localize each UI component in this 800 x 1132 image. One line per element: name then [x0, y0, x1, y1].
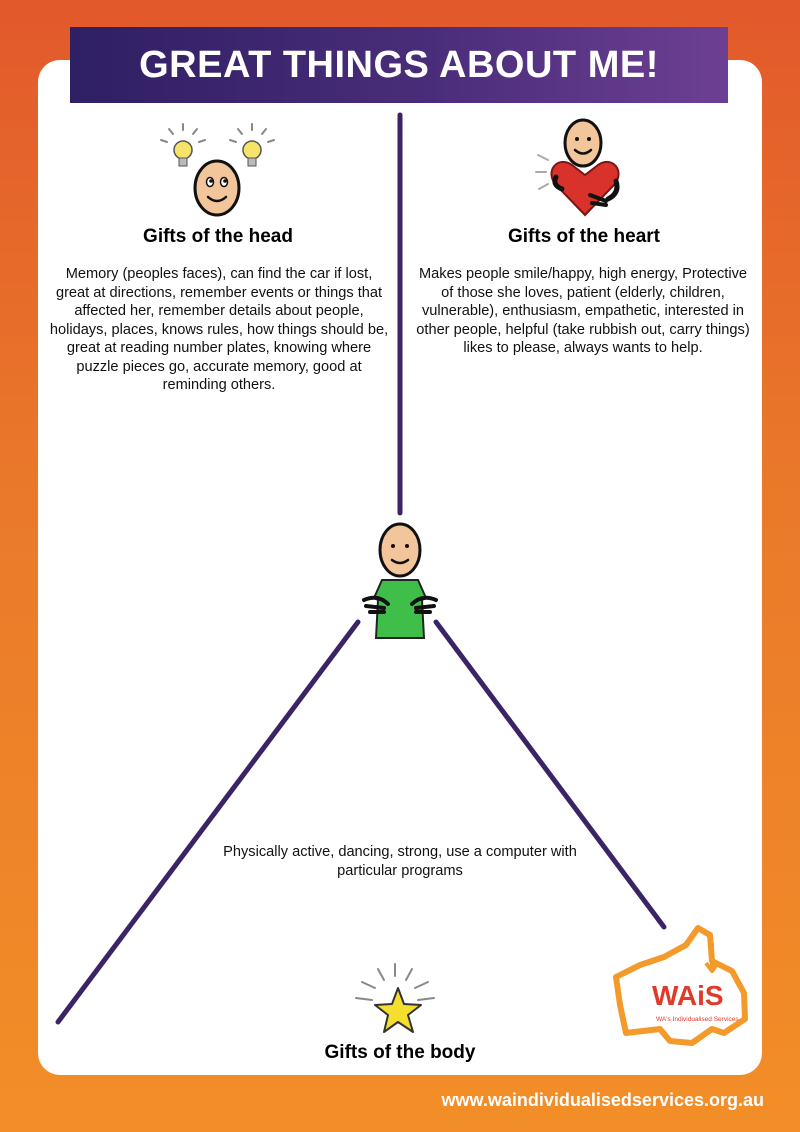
- body-description: Physically active, dancing, strong, use a computer with particular programs: [223, 844, 577, 879]
- divider-left-diagonal: [58, 622, 358, 1022]
- head-description: Memory (peoples faces), can find the car if lost, great at directions, remember events or things that affected her, remember details about people, holidays, places, knows rules, how things should be, great at reading number plates, knowing where puzzle pieces go, accurate memory, good at reminding others.: [49, 266, 389, 393]
- person-icon: [356, 520, 444, 640]
- heart-description: Makes people smile/happy, high energy, Protective of those she loves, patient (elderly, children, vulnerable), enthusiasm, empathetic, interested in other people, helpful (take rubbish out, carry things) likes to please, always wants to help.: [416, 266, 750, 356]
- heart-hug-icon: [530, 115, 630, 220]
- page-title: GREAT THINGS ABOUT ME!: [70, 27, 728, 103]
- thinking-face-icon: [155, 122, 280, 222]
- divider-right-diagonal: [436, 622, 664, 927]
- wais-logo: [612, 925, 762, 1047]
- light-bulb-icon: [174, 141, 192, 166]
- star-icon: [348, 960, 443, 1040]
- heart-heading: Gifts of the heart: [507, 226, 660, 247]
- body-heading: Gifts of the body: [324, 1042, 476, 1063]
- logo-tagline: WA's Individualised Services: [656, 1016, 739, 1023]
- head-heading: Gifts of the head: [143, 226, 293, 247]
- footer-url[interactable]: www.waindividualisedservices.org.au: [441, 1090, 764, 1110]
- logo-wordmark: WAiS: [652, 980, 724, 1011]
